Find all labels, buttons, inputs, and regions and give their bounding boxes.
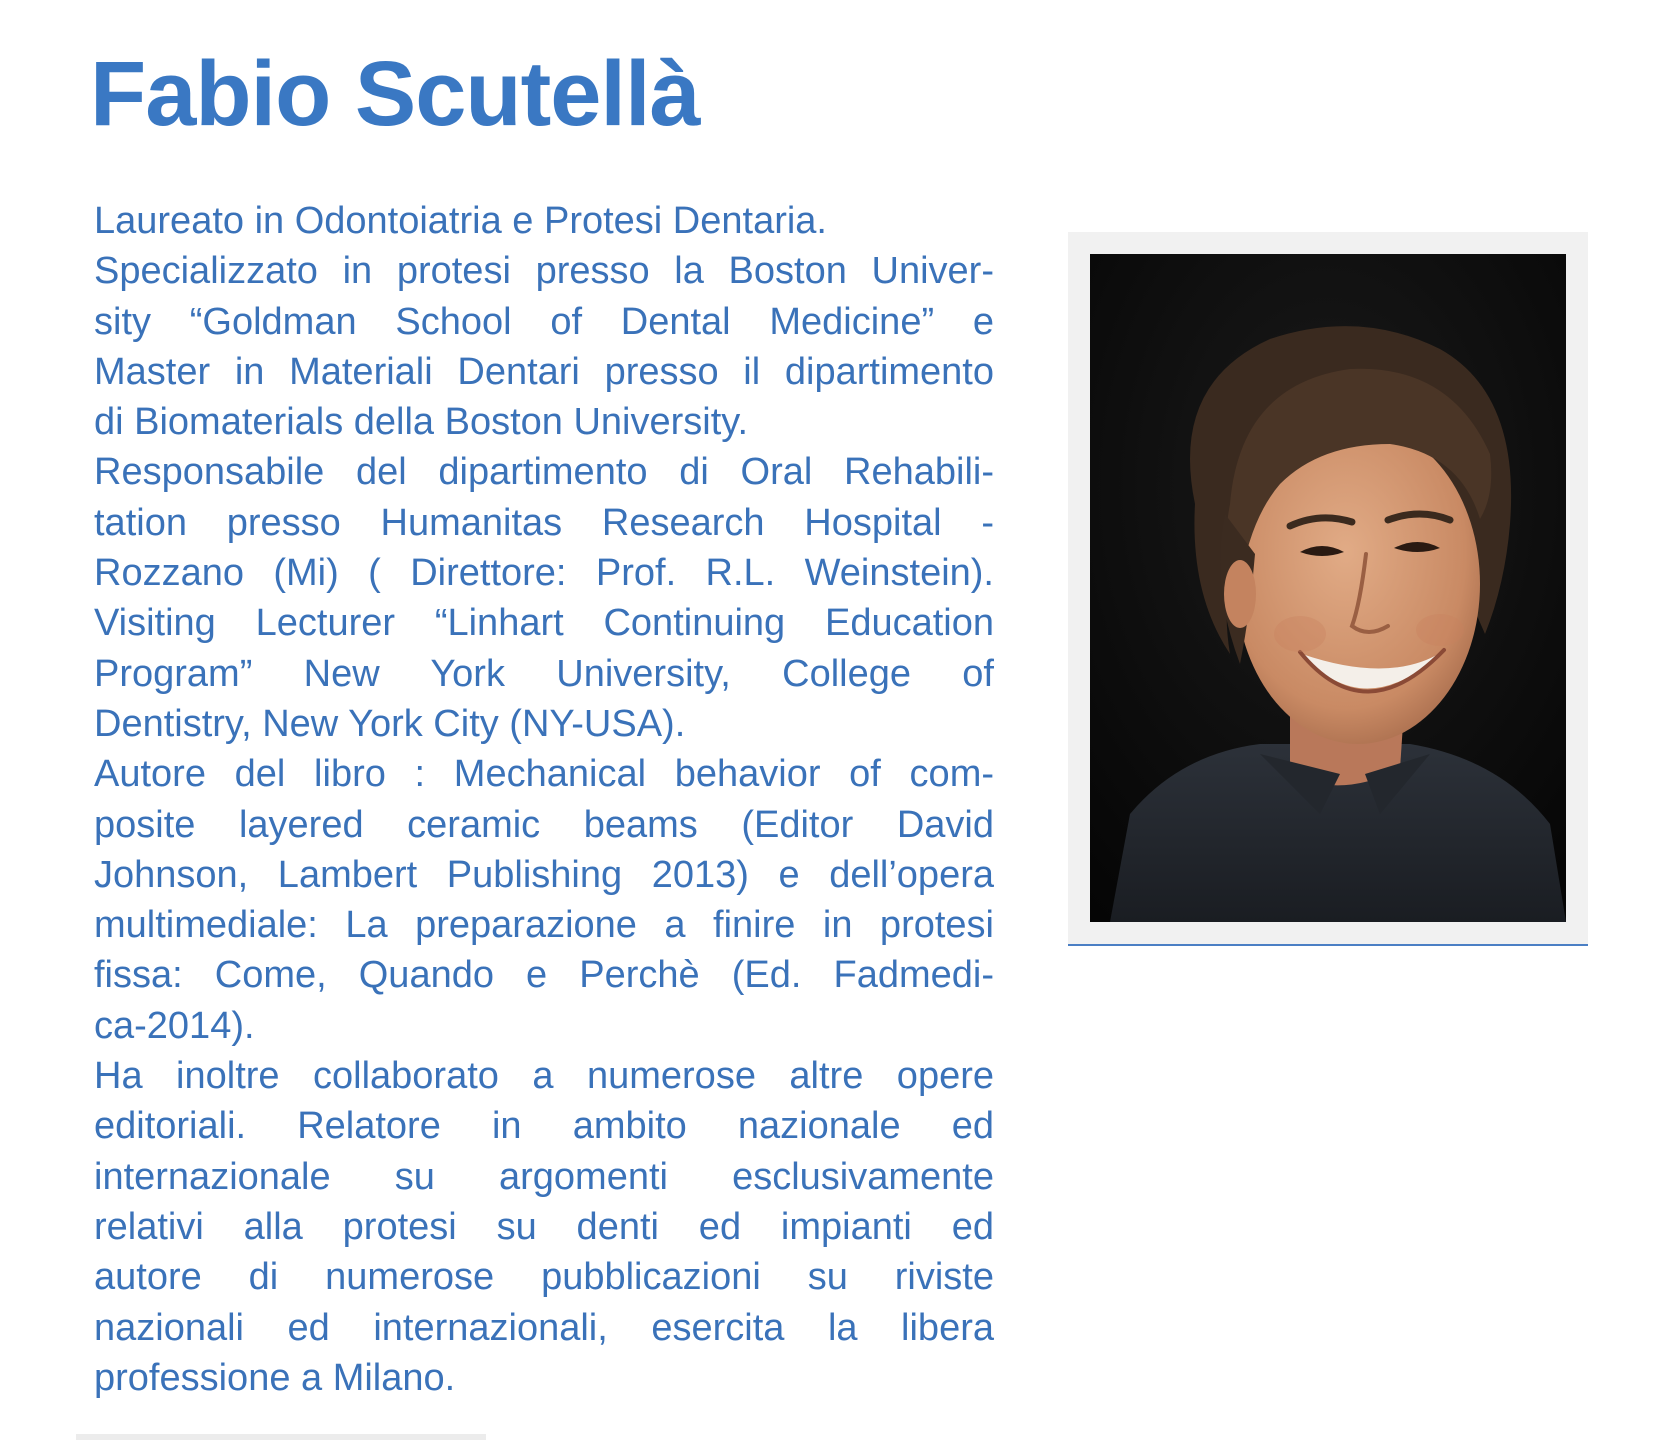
portrait-illustration — [1090, 254, 1566, 922]
bio-line: Dentistry, New York City (NY-USA). — [94, 702, 686, 745]
bio-line: posite layered ceramic beams (Editor David — [94, 803, 994, 846]
page-title: Fabio Scutellà — [90, 43, 700, 145]
bio-line: Visiting Lecturer “Linhart Continuing Education — [94, 602, 994, 645]
bio-line: tation presso Humanitas Research Hospital - — [94, 501, 994, 544]
bio-line: internazionale su argomenti esclusivamente — [94, 1155, 994, 1198]
bio-line: multimediale: La preparazione a finire in protesi — [94, 904, 994, 947]
bio-line: editoriali. Relatore in ambito nazionale ed — [94, 1105, 994, 1148]
bio-line: Program” New York University, College of — [94, 652, 994, 695]
bio-line: sity “Goldman School of Dental Medicine” e — [94, 300, 994, 343]
bio-line: relativi alla protesi su denti ed impianti ed — [94, 1205, 994, 1248]
portrait-frame — [1068, 232, 1588, 946]
bio-line: autore di numerose pubblicazioni su riviste — [94, 1256, 994, 1299]
bio-line: Specializzato in protesi presso la Boston Univer- — [94, 250, 994, 293]
bio-line: Master in Materiali Dentari presso il dipartimento — [94, 350, 994, 393]
page-divider — [76, 1434, 486, 1440]
biography-text — [94, 196, 994, 1403]
bio-line: ca-2014). — [94, 1004, 255, 1047]
bio-line: professione a Milano. — [94, 1356, 456, 1399]
bio-line: Ha inoltre collaborato a numerose altre opere — [94, 1055, 994, 1098]
bio-line: Responsabile del dipartimento di Oral Rehabili- — [94, 451, 994, 494]
bio-line: Johnson, Lambert Publishing 2013) e dell’opera — [94, 853, 994, 896]
portrait-photo — [1090, 254, 1566, 922]
bio-line: di Biomaterials della Boston University. — [94, 401, 749, 444]
bio-line: fissa: Come, Quando e Perchè (Ed. Fadmedi- — [94, 954, 994, 997]
bio-line: nazionali ed internazionali, esercita la libera — [94, 1306, 994, 1349]
bio-line: Rozzano (Mi) ( Direttore: Prof. R.L. Weinstein). — [94, 552, 994, 595]
bio-line: Autore del libro : Mechanical behavior of com- — [94, 753, 994, 796]
bio-line: Laureato in Odontoiatria e Protesi Dentaria. — [94, 200, 827, 242]
